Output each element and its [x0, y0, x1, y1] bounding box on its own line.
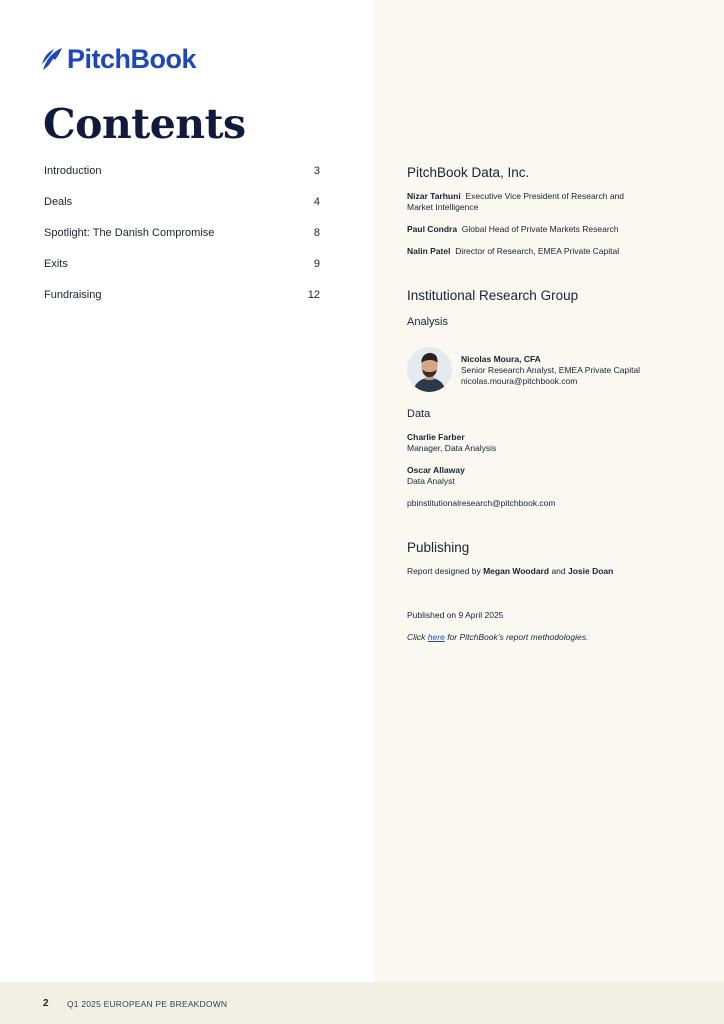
analyst-title: Senior Research Analyst, EMEA Private Capital — [461, 365, 641, 375]
logo-wordmark: PitchBook — [67, 43, 197, 74]
toc-page: 4 — [313, 196, 320, 208]
person-charlie-farber — [407, 432, 496, 454]
designer-name: Megan Woodard — [483, 566, 550, 576]
toc-item-deals[interactable] — [44, 194, 326, 225]
research-group-heading: Institutional Research Group — [407, 288, 579, 303]
research-group-email[interactable]: pbinstitutionalresearch@pitchbook.com — [407, 498, 556, 508]
toc-page: 9 — [313, 258, 320, 270]
person-title: Manager, Data Analysis — [407, 443, 497, 453]
analyst-name: Nicolas Moura, CFA — [461, 354, 541, 364]
toc-label: Exits — [44, 258, 68, 270]
toc-label: Spotlight: The Danish Compromise — [44, 227, 215, 239]
toc-label: Fundraising — [44, 289, 102, 301]
toc-item-fundraising[interactable] — [44, 287, 326, 318]
person-name: Oscar Allaway — [407, 465, 465, 475]
data-inc-heading: PitchBook Data, Inc. — [407, 165, 530, 180]
person-nalin-patel — [407, 246, 637, 257]
person-name: Paul Condra — [407, 224, 458, 234]
toc-page: 8 — [313, 227, 320, 239]
page-number: 2 — [43, 998, 49, 1009]
credits-panel — [374, 0, 724, 982]
data-heading: Data — [407, 408, 431, 420]
table-of-contents — [44, 163, 326, 318]
person-name: Charlie Farber — [407, 432, 465, 442]
designed-and: and — [551, 566, 566, 576]
designed-by-line — [407, 566, 707, 577]
analysis-heading: Analysis — [407, 316, 448, 328]
person-title: Director of Research, EMEA Private Capital — [455, 246, 620, 256]
person-name: Nizar Tarhuni — [407, 191, 461, 201]
person-title: Executive Vice President of Research and Market Intelligence — [407, 191, 625, 212]
report-name: Q1 2025 EUROPEAN PE BREAKDOWN — [67, 999, 228, 1009]
designer-name: Josie Doan — [568, 566, 614, 576]
analyst-card — [461, 354, 701, 387]
toc-item-spotlight[interactable] — [44, 225, 326, 256]
person-title: Global Head of Private Markets Research — [461, 224, 619, 234]
pitchbook-logo[interactable] — [40, 43, 196, 75]
person-oscar-allaway — [407, 465, 465, 487]
analyst-avatar — [407, 347, 452, 392]
toc-label: Introduction — [44, 165, 102, 177]
toc-item-exits[interactable] — [44, 256, 326, 287]
designed-prefix: Report designed by — [407, 566, 481, 576]
published-date: Published on 9 April 2025 — [407, 610, 504, 620]
publishing-heading: Publishing — [407, 540, 470, 555]
toc-page: 3 — [313, 165, 320, 177]
toc-item-introduction[interactable] — [44, 163, 326, 194]
person-name: Nalin Patel — [407, 246, 451, 256]
methodology-link[interactable]: here — [427, 632, 445, 642]
methodology-line — [407, 632, 707, 643]
click-text: Click — [407, 632, 426, 642]
toc-label: Deals — [44, 196, 73, 208]
page-footer — [0, 982, 724, 1024]
toc-page: 12 — [307, 289, 320, 301]
person-nizar-tarhuni — [407, 191, 637, 213]
pitchbook-leaf-icon — [40, 46, 64, 72]
methodology-suffix: for PitchBook’s report methodologies. — [447, 632, 589, 642]
page-title: Contents — [43, 100, 246, 148]
person-paul-condra — [407, 224, 637, 235]
analyst-email[interactable]: nicolas.moura@pitchbook.com — [461, 376, 578, 386]
person-title: Data Analyst — [407, 476, 455, 486]
